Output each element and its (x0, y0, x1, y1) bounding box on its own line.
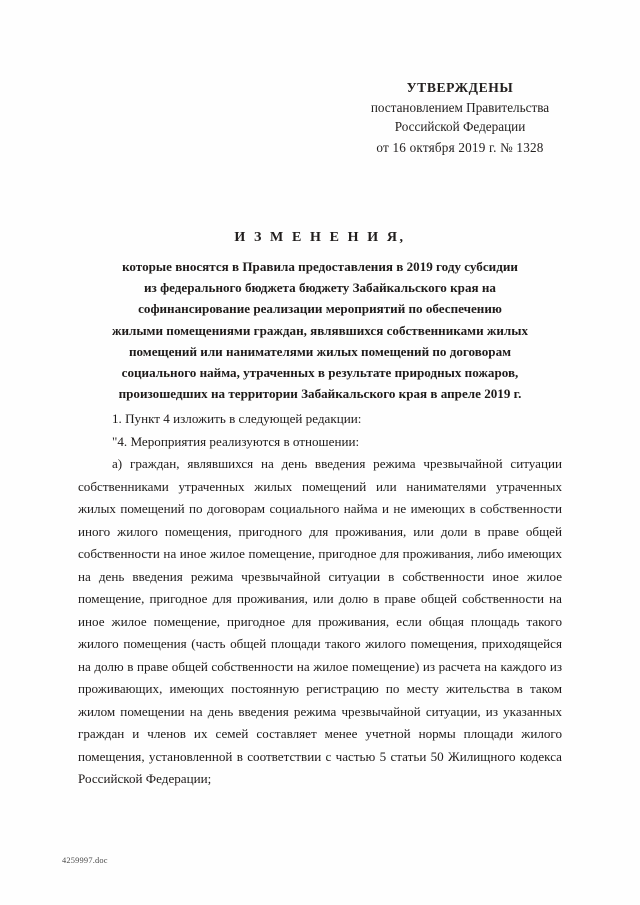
approval-line-1: постановлением Правительства (370, 100, 550, 116)
body-paragraph-1: 1. Пункт 4 изложить в следующей редакции: (112, 411, 362, 426)
approval-line-3: от 16 октября 2019 г. № 1328 (376, 139, 544, 155)
body-paragraph-2: "4. Мероприятия реализуются в отношении: (112, 433, 360, 449)
approval-heading: УТВЕРЖДЕНЫ (406, 80, 514, 95)
preamble-line: социального найма, утраченных в результате природных пожаров, (121, 365, 519, 381)
document-preamble (78, 256, 562, 404)
preamble-line: софинансирование реализации мероприятий по обеспечению (138, 301, 502, 317)
preamble-line: жилыми помещениями граждан, являвшихся собственниками жилых (111, 322, 529, 338)
body-paragraph-3: а) граждан, являвшихся на день введения режима чрезвычайной ситуации собственниками утраченных жилых помещений или нанимателями утраченных жилых помещений по договорам социального найма и не имеющих в собственности иного жилого помещения, пригодного для проживания, или доли в праве общей собственности на иное жилое помещение, пригодное для проживания, либо имеющих на день введения режима чрезвычайной ситуации в собственности иное жилое помещение, пригодное для проживания, или долю в праве общей собственности на иное жилое помещение, пригодное для проживания, если общая площадь такого жилого помещения (часть общей площади такого жилого помещения, приходящейся на долю в праве общей собственности на жилое помещение) из расчета на каждого из проживающих, имеющих постоянную регистрацию по месту жительства в таком жилом помещении на день введения режима чрезвычайной ситуации, из указанных граждан и членов их семей составляет менее учетной нормы площади жилого помещения, установленной в соответствии с частью 5 статьи 50 Жилищного кодекса Российской Федерации; (78, 456, 562, 787)
preamble-line: из федерального бюджета бюджету Забайкальского края на (144, 280, 496, 296)
preamble-line: помещений или нанимателями жилых помещений по договорам (128, 343, 512, 359)
preamble-line: произошедших на территории Забайкальского края в апреле 2019 г. (118, 386, 522, 402)
page-title: И З М Е Н Е Н И Я, (234, 230, 406, 245)
footer-file-name: 4259997.doc (62, 856, 108, 865)
document-body (78, 408, 562, 791)
preamble-line: которые вносятся в Правила предоставления в 2019 году субсидии (122, 259, 518, 274)
approval-line-2: Российской Федерации (394, 119, 526, 135)
approval-block (330, 78, 590, 158)
